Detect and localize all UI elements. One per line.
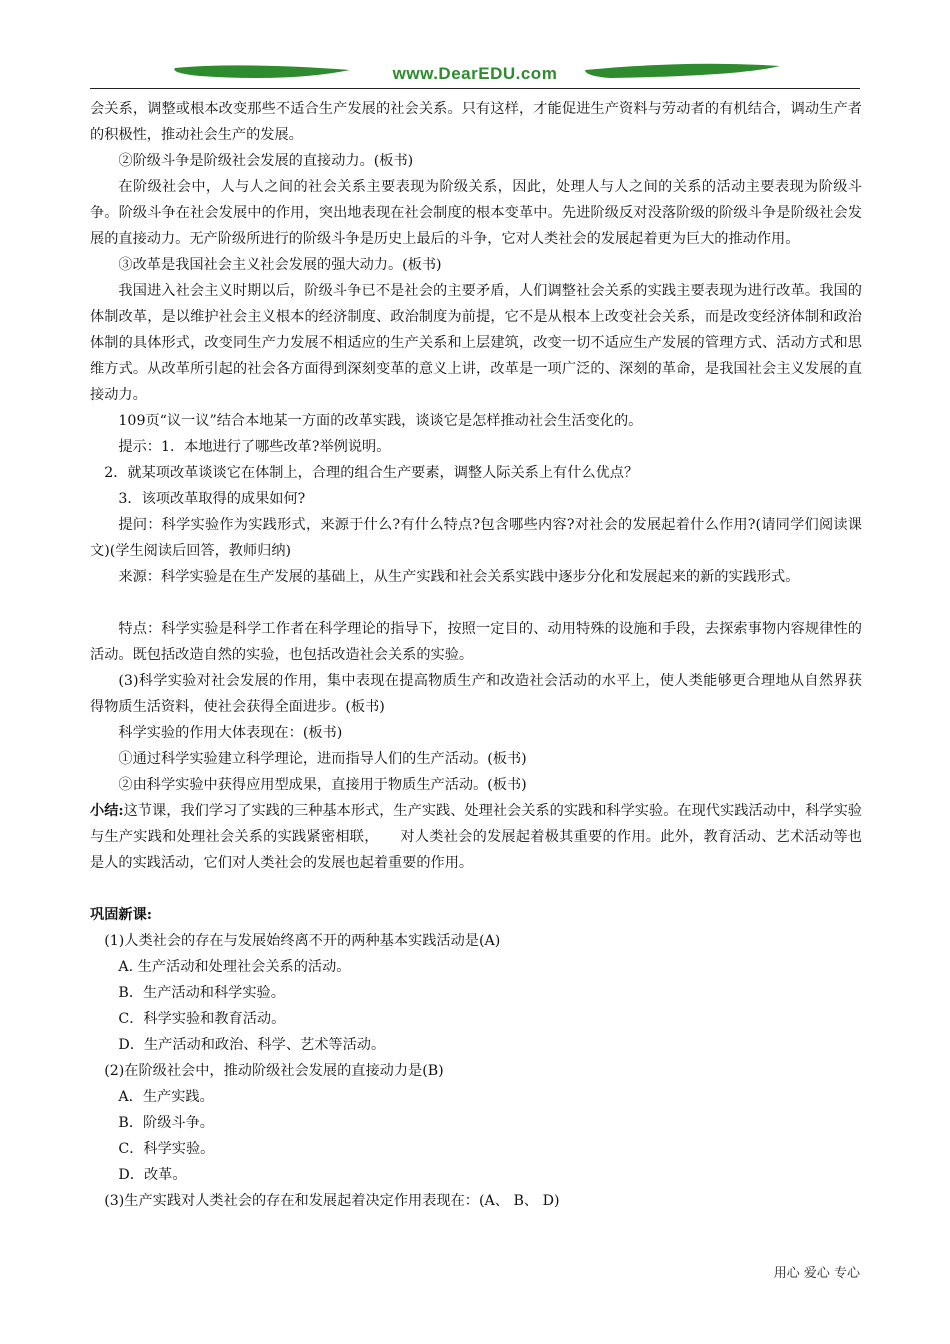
question-option: C．科学实验。	[118, 1141, 215, 1157]
question-stem: (2)在阶级社会中，推动阶级社会发展的直接动力是(B)	[104, 1063, 444, 1079]
paragraph: 会关系，调整或根本改变那些不适合生产发展的社会关系。只有这样，才能促进生产资料与劳动者的有机结合，调动生产者的积极性，推动社会生产的发展。	[90, 101, 862, 143]
paragraph: 提示：1．本地进行了哪些改革?举例说明。	[118, 439, 391, 455]
paragraph: 来源：科学实验是在生产发展的基础上，从生产实践和社会关系实践中逐步分化和发展起来的新的实践形式。	[118, 569, 800, 585]
spacer	[90, 590, 862, 616]
paragraph: 我国进入社会主义时期以后，阶级斗争已不是社会的主要矛盾，人们调整社会关系的实践主要表现为进行改革。我国的体制改革，是以维护社会主义根本的经济制度、政治制度为前提，它不是从根本上改变社会关系，而是改变经济体制和政治体制的具体形式，改变同生产力发展不相适应的生产关系和上层建筑，改变一切不适应生产发展的管理方式、活动方式和思维方式。从改革所引起的社会各方面得到深刻变革的意义上讲，改革是一项广泛的、深刻的革命，是我国社会主义发展的直接动力。	[90, 283, 862, 403]
paragraph: ①通过科学实验建立科学理论，进而指导人们的生产活动。(板书)	[118, 751, 527, 767]
paragraph: (3)科学实验对社会发展的作用，集中表现在提高物质生产和改造社会活动的水平上，使人类能够更合理地从自然界获得物质生活资料，使社会获得全面进步。(板书)	[90, 673, 862, 715]
header-divider	[90, 88, 860, 89]
page-footer: 用心 爱心 专心	[773, 1266, 860, 1281]
paragraph: 2．就某项改革谈谈它在体制上，合理的组合生产要素，调整人际关系上有什么优点？	[104, 465, 639, 481]
paragraph: ③改革是我国社会主义社会发展的强大动力。(板书)	[118, 257, 442, 273]
question-option: B．阶级斗争。	[118, 1115, 214, 1131]
paragraph: 在阶级社会中，人与人之间的社会关系主要表现为阶级关系，因此，处理人与人之间的关系的活动主要表现为阶级斗争。阶级斗争在社会发展中的作用，突出地表现在社会制度的根本变革中。先进阶级反对没落阶级的阶级斗争是阶级社会发展的直接动力。无产阶级所进行的阶级斗争是历史上最后的斗争，它对人类社会的发展起着更为巨大的推动作用。	[90, 179, 862, 247]
paragraph: 科学实验的作用大体表现在：(板书)	[118, 725, 343, 741]
paragraph: ②阶级斗争是阶级社会发展的直接动力。(板书)	[118, 153, 414, 169]
exercise-title: 巩固新课:	[90, 907, 152, 923]
site-header	[90, 60, 860, 90]
question-option: B．生产活动和科学实验。	[118, 985, 285, 1001]
question-stem: (1)人类社会的存在与发展始终离不开的两种基本实践活动是(A)	[104, 933, 501, 949]
paragraph: ②由科学实验中获得应用型成果，直接用于物质生产活动。(板书)	[118, 777, 527, 793]
paragraph: 提问：科学实验作为实践形式，来源于什么?有什么特点?包含哪些内容?对社会的发展起着什么作用?(请同学们阅读课文)(学生阅读后回答，教师归纳)	[90, 517, 862, 559]
question-stem: (3)生产实践对人类社会的存在和发展起着决定作用表现在：(A、 B、 D)	[104, 1193, 560, 1209]
question-option: D．改革。	[118, 1167, 187, 1183]
document-body	[90, 96, 862, 1214]
paragraph: 特点：科学实验是科学工作者在科学理论的指导下，按照一定目的、动用特殊的设施和手段，去探索事物内容规律性的活动。既包括改造自然的实验，也包括改造社会关系的实验。	[90, 621, 862, 663]
summary-label: 小结:	[90, 803, 124, 819]
question-option: D．生产活动和政治、科学、艺术等活动。	[118, 1037, 386, 1053]
question-option: A．生产实践。	[118, 1089, 214, 1105]
site-logo-text[interactable]: www.DearEDU.com	[392, 64, 558, 83]
question-option: A. 生产活动和处理社会关系的活动。	[118, 959, 351, 975]
summary-paragraph	[90, 798, 862, 876]
question-option: C．科学实验和教育活动。	[118, 1011, 286, 1027]
paragraph: 109页“议一议”结合本地某一方面的改革实践，谈谈它是怎样推动社会生活变化的。	[118, 413, 643, 429]
summary-text: 这节课，我们学习了实践的三种基本形式，生产实践、处理社会关系的实践和科学实验。在现代实践活动中，科学实验与生产实践和处理社会关系的实践紧密相联， 对人类社会的发展起着极其重要的作用。此外，教育活动、艺术活动等也是人的实践活动，它们对人类社会的发展也起着重要的作用。	[90, 803, 862, 871]
paragraph: 3．该项改革取得的成果如何?	[118, 491, 306, 507]
spacer	[90, 876, 862, 902]
